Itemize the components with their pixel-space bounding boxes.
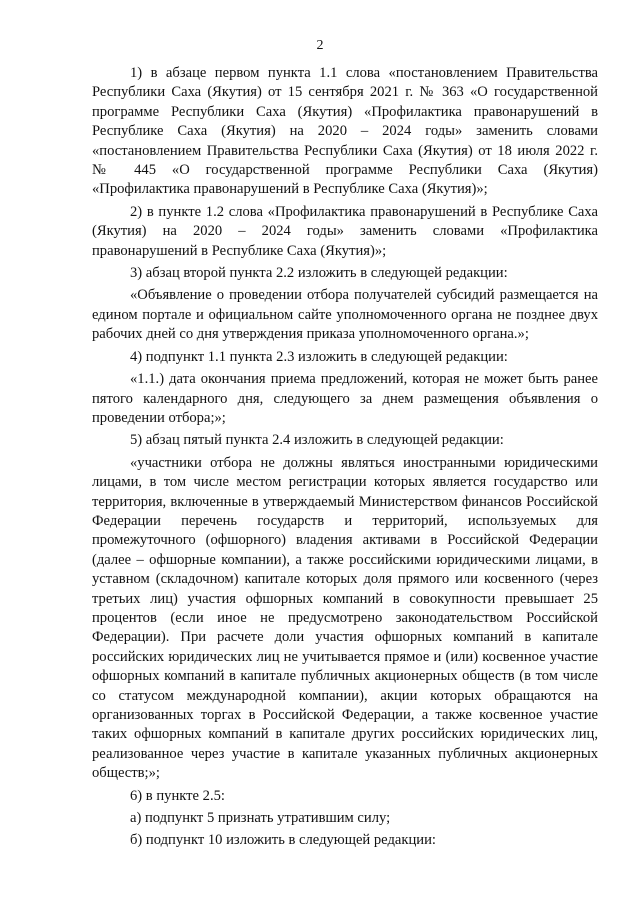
quoted-paragraph-participants: «участники отбора не должны являться иностранными юридическими лицами, в том числе местом регистрации которых является государство или территория, включенные в утверждаемый Министерством финансов Российской Федерации перечень государств и территорий, используемых для промежуточного (офшорного) владения активами в Российской Федерации (далее – офшорные компании), а также российскими юридическими лицами, в уставном (складочном) капитале которых доля прямого или косвенного (через третьих лиц) участия офшорных компаний в совокупности превышает 25 процентов (если иное не предусмотрено законодательством Российской Федерации). При расчете доли участия офшорных компаний в капитале российских юридических лиц не учитывается прямое и (или) косвенное участие офшорных компаний в капитале публичных акционерных обществ (в том числе со статусом международной компании), акции которых обращаются на организованных торгах в Российской Федерации, а также косвенное участие таких офшорных компаний в капитале других российских юридических лиц, реализованное через участие в капитале указанных публичных акционерных обществ;»; bbox=[92, 454, 598, 782]
document-body bbox=[92, 64, 598, 854]
paragraph-item-3: 3) абзац второй пункта 2.2 изложить в следующей редакции: bbox=[130, 265, 508, 282]
quoted-paragraph-announcement: «Объявление о проведении отбора получателей субсидий размещается на едином портале и официальном сайте уполномоченного органа не позднее двух рабочих дней со дня утверждения приказа уполномоченного органа.»; bbox=[92, 287, 598, 343]
paragraph-item-2: 2) в пункте 1.2 слова «Профилактика правонарушений в Республике Саха (Якутия) на 2020 – 2024 годы» заменить словами «Профилактика правонарушений в Республике Саха (Якутия)»; bbox=[92, 203, 598, 259]
page-number: 2 bbox=[316, 38, 324, 53]
paragraph-item-4: 4) подпункт 1.1 пункта 2.3 изложить в следующей редакции: bbox=[130, 348, 508, 365]
subparagraph-a: а) подпункт 5 признать утратившим силу; bbox=[130, 810, 391, 827]
paragraph-item-6: 6) в пункте 2.5: bbox=[130, 787, 225, 804]
paragraph-item-5: 5) абзац пятый пункта 2.4 изложить в следующей редакции: bbox=[130, 432, 504, 449]
quoted-paragraph-deadline: «1.1.) дата окончания приема предложений, которая не может быть ранее пятого календарного дня, следующего за днем размещения объявления о проведении отбора;»; bbox=[92, 371, 598, 426]
subparagraph-b: б) подпункт 10 изложить в следующей редакции: bbox=[130, 832, 436, 849]
paragraph-item-1: 1) в абзаце первом пункта 1.1 слова «постановлением Правительства Республики Саха (Якутия) от 15 сентября 2021 г. № 363 «О государственной программе Республики Саха (Якутия) «Профилактика правонарушений в Республике Саха (Якутия) на 2020 – 2024 годы» заменить словами «постановлением Правительства Республики Саха (Якутия) от 18 июля 2022 г. № 445 «О государственной программе Республики Саха (Якутия) «Профилактика правонарушений в Республике Саха (Якутия)»; bbox=[92, 65, 598, 198]
